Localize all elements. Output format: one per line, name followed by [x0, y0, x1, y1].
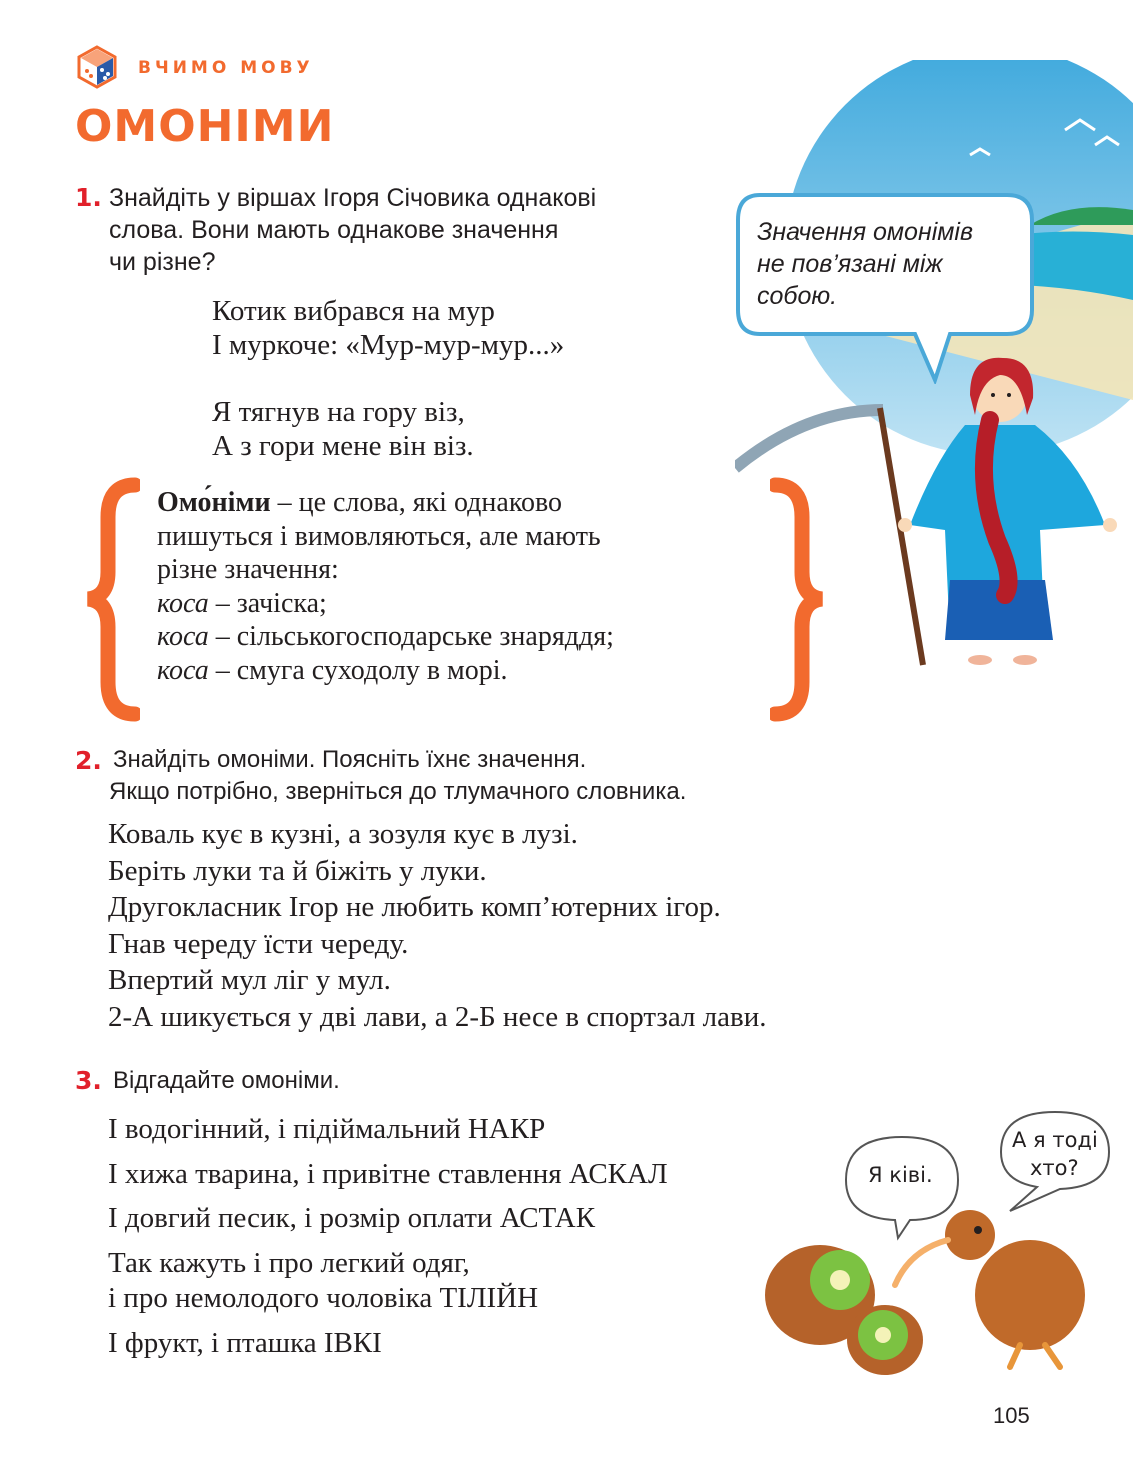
- sentence: 2-А шикується у дві лави, а 2-Б несе в спортзал лави.: [108, 1000, 767, 1033]
- left-brace: [80, 477, 140, 722]
- kiwi-bubble-2-line-1: А я тоді: [1012, 1128, 1098, 1152]
- exercise-1-task-line: слова. Вони мають однакове значення: [109, 216, 559, 244]
- bubble-line-3: собою.: [757, 282, 838, 310]
- exercise-2-task-line: Якщо потрібно, зверніться до тлумачного словника.: [109, 778, 687, 805]
- bubble-line-1: Значення омонімів: [757, 218, 973, 246]
- exercise-1-task-line: Знайдіть у віршах Ігоря Січовика однакові: [109, 184, 597, 212]
- riddle: Так кажуть і про легкий одяг,: [108, 1247, 470, 1279]
- poem-line: Котик вибрався на мур: [212, 295, 495, 327]
- rule-example-word: коса: [157, 654, 209, 686]
- sentence: Впертий мул ліг у мул.: [108, 964, 391, 996]
- rule-term: Омо́німи: [157, 487, 271, 518]
- cube-icon: [75, 45, 119, 89]
- sentence: Гнав череду їсти череду.: [108, 927, 409, 960]
- rule-definition: різне значення:: [157, 554, 339, 585]
- riddle: І фрукт, і пташка ІВКІ: [108, 1327, 382, 1359]
- rule-example-meaning: – сільськогосподарське знаряддя;: [208, 621, 614, 652]
- sentence: Коваль кує в кузні, а зозуля кує в лузі.: [108, 818, 578, 850]
- rule-example-word: коса: [157, 621, 209, 652]
- riddle: і про немолодого чоловіка ТІЛІЙН: [108, 1282, 539, 1314]
- sentence: Беріть луки та й біжіть у луки.: [108, 854, 487, 887]
- rule-example-meaning: – зачіска;: [208, 587, 327, 619]
- exercise-2-number: 2.: [75, 746, 102, 775]
- right-brace: [770, 477, 830, 722]
- rule-definition: – це слова, які однаково: [270, 487, 563, 518]
- riddle: І довгий песик, і розмір оплати АСТАК: [108, 1202, 596, 1234]
- exercise-2-task-line: Знайдіть омоніми. Поясніть їхнє значення.: [113, 746, 587, 773]
- riddle: І хижа тварина, і привітне ставлення АСКАЛ: [108, 1158, 668, 1190]
- kiwi-bubble-1-text: Я ківі.: [868, 1163, 933, 1187]
- poem-line: Я тягнув на гору віз,: [212, 396, 465, 428]
- kiwi-bubble-2-line-2: хто?: [1030, 1156, 1079, 1180]
- poem-line: А з гори мене він віз.: [212, 430, 474, 462]
- exercise-3-task: Відгадайте омоніми.: [113, 1067, 340, 1094]
- page-number: 105: [993, 1403, 1030, 1428]
- bubble-line-2: не пов’язані між: [757, 250, 943, 278]
- omonym-rule: [157, 486, 614, 687]
- exercise-1-task-line: чи різне?: [109, 248, 216, 276]
- exercise-1-number: 1.: [75, 183, 102, 212]
- poem-2: [212, 395, 474, 463]
- rule-definition: пишуться і вимовляються, але мають: [157, 520, 601, 552]
- rule-example-word: коса: [157, 587, 209, 619]
- poem-1: [212, 294, 564, 362]
- rule-example-meaning: – смуга суходолу в морі.: [208, 654, 508, 686]
- exercise-2-sentences: [108, 816, 766, 1035]
- section-label: ВЧИМО МОВУ: [138, 58, 314, 78]
- sentence: Другокласник Ігор не любить комп’ютерних ігор.: [108, 891, 721, 923]
- page-title: ОМОНІМИ: [75, 101, 335, 152]
- riddle: І водогінний, і підіймальний НАКР: [108, 1113, 546, 1145]
- poem-line: І муркоче: «Мур-мур-мур...»: [212, 329, 565, 361]
- kiwi-bird: [870, 1195, 1100, 1375]
- exercise-3-number: 3.: [75, 1066, 102, 1095]
